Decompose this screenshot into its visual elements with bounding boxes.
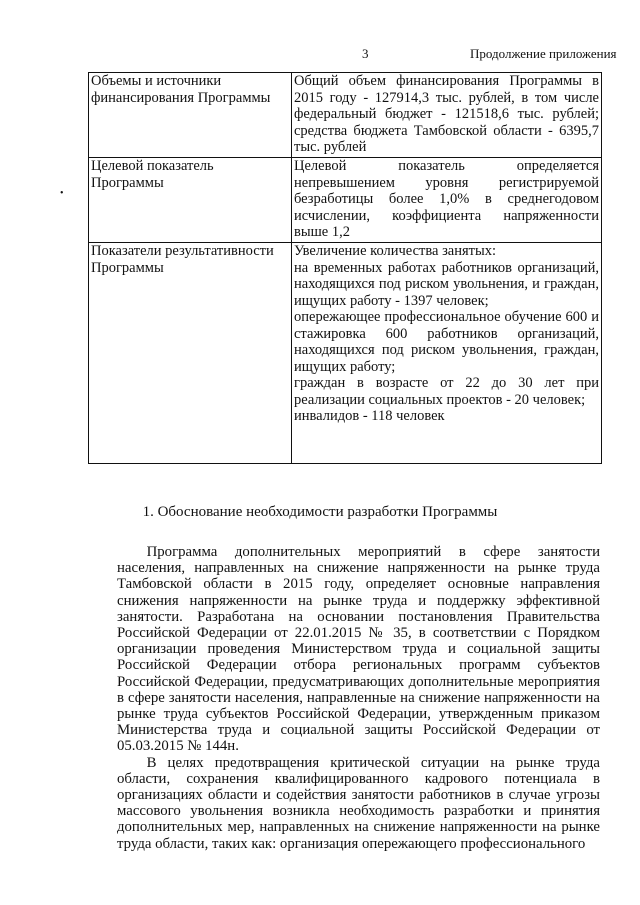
table-row — [89, 73, 602, 158]
margin-mark: • — [60, 188, 64, 199]
page-number: 3 — [362, 46, 369, 61]
section-title: 1. Обоснование необходимости разработки Программы — [142, 504, 498, 520]
indicator-line: инвалидов - 118 человек — [294, 408, 445, 424]
row-value-text: Общий объем финансирования Программы в 2015 году - 127914,3 тыс. рублей, в том числе федеральный бюджет - 121518,6 тыс. рублей; средства бюджета Тамбовской области - 6395,7 тыс. рублей — [294, 73, 599, 155]
program-passport-table — [88, 72, 602, 464]
row-value-text: Целевой показатель определяется непревышением уровня регистрируемой безработицы более 1,0% в среднегодовом исчислении, коэффициента напряженности выше 1,2 — [294, 158, 599, 240]
indicator-line: опережающее профессиональное обучение 600 и стажировка 600 работников организаций, находящихся под риском увольнения, граждан, ищущих работу; — [294, 309, 599, 375]
indicator-line: на временных работах работников организаций, находящихся под риском увольнения, и граждан, ищущих работу - 1397 человек; — [294, 259, 599, 309]
table-row — [89, 243, 602, 464]
header-note: Продолжение приложения — [470, 46, 617, 61]
row-label-text: Показатели результативности Программы — [91, 243, 274, 276]
row-label-text: Целевой показатель Программы — [91, 158, 214, 191]
row-label-text: Объемы и источники финансирования Программы — [91, 73, 271, 106]
indicator-line: граждан в возрасте от 22 до 30 лет при реализации социальных проектов - 20 человек; — [294, 375, 599, 408]
row-value — [292, 243, 602, 464]
row-value — [292, 73, 602, 158]
paragraph: В целях предотвращения критической ситуации на рынке труда области, сохранения квалифицированного кадрового потенциала в организациях области и содействия занятости работников в случае угрозы массового увольнения возникла необходимость разработки и принятия дополнительных мер, направленных на снижение напряженности на рынке труда области, таких как: организация опережающего профессионального — [117, 754, 600, 852]
row-label — [89, 158, 292, 243]
row-label — [89, 243, 292, 464]
paragraph: Программа дополнительных мероприятий в сфере занятости населения, направленных на снижение напряженности на рынке труда Тамбовской области в 2015 году, определяет основные направления снижения напряженности на рынке труда и поддержку эффективной занятости. Разработана на основании постановления Правительства Российской Федерации от 22.01.2015 № 35, в соответствии с Порядком организации проведения Министерством труда и социальной защиты Российской Федерации отбора региональных программ субъектов Российской Федерации, предусматривающих дополнительные мероприятия в сфере занятости населения, направленные на снижение напряженности на рынке труда субъектов Российской Федерации, утвержденным приказом Министерства труда и социальной защиты Российской Федерации от 05.03.2015 № 144н. — [117, 544, 600, 755]
row-value — [292, 158, 602, 243]
row-label — [89, 73, 292, 158]
indicator-line: Увеличение количества занятых: — [294, 243, 497, 259]
section-body — [117, 544, 600, 852]
table-row — [89, 158, 602, 243]
